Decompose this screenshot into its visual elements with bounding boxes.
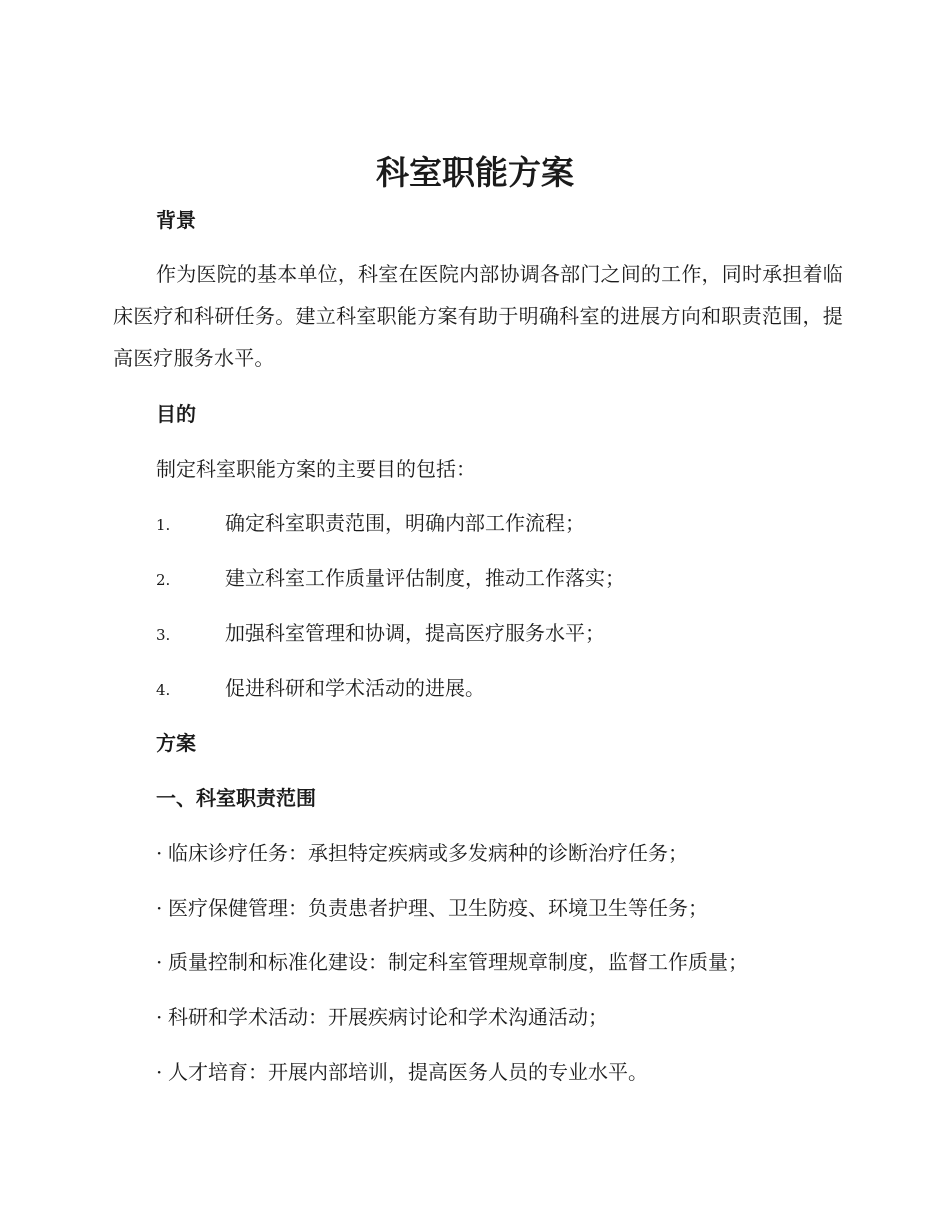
list-item-text: 确定科室职责范围，明确内部工作流程； [225, 511, 585, 535]
list-number: 1. [156, 516, 171, 534]
bullet-dot-icon: · [156, 841, 163, 865]
responsibility-bullet-item [156, 1057, 648, 1087]
document-title: 科室职能方案 [376, 153, 574, 192]
list-number: 4. [156, 681, 171, 699]
list-item-text: 加强科室管理和协调，提高医疗服务水平； [225, 621, 605, 645]
purpose-intro: 制定科室职能方案的主要目的包括： [156, 457, 476, 481]
purpose-list-item [156, 618, 605, 650]
background-paragraph: 作为医院的基本单位，科室在医院内部协调各部门之间的工作，同时承担着临床医疗和科研任务。建立科室职能方案有助于明确科室的进展方向和职责范围，提高医疗服务水平。 [113, 262, 843, 370]
bullet-dot-icon: · [156, 1005, 163, 1029]
subsection-heading-responsibilities: 一、科室职责范围 [156, 786, 316, 810]
purpose-list-item [156, 673, 485, 705]
bullet-dot-icon: · [156, 950, 163, 974]
bullet-text: 临床诊疗任务：承担特定疾病或多发病种的诊断治疗任务； [168, 841, 688, 865]
section-heading-background: 背景 [156, 208, 196, 232]
list-number: 2. [156, 571, 171, 589]
bullet-dot-icon: · [156, 1060, 163, 1084]
purpose-list-item [156, 563, 625, 595]
bullet-text: 科研和学术活动：开展疾病讨论和学术沟通活动； [168, 1005, 608, 1029]
bullet-text: 医疗保健管理：负责患者护理、卫生防疫、环境卫生等任务； [168, 896, 708, 920]
responsibility-bullet-item [156, 893, 708, 923]
responsibility-bullet-item [156, 838, 688, 868]
section-heading-purpose: 目的 [156, 402, 196, 426]
responsibility-bullet-item [156, 1002, 608, 1032]
bullet-dot-icon: · [156, 896, 163, 920]
list-number: 3. [156, 626, 171, 644]
bullet-text: 质量控制和标准化建设：制定科室管理规章制度，监督工作质量； [168, 950, 748, 974]
list-item-text: 建立科室工作质量评估制度，推动工作落实； [225, 566, 625, 590]
section-heading-plan: 方案 [156, 731, 196, 755]
list-item-text: 促进科研和学术活动的进展。 [225, 676, 485, 700]
purpose-list-item [156, 508, 585, 540]
responsibility-bullet-item [156, 947, 748, 977]
bullet-text: 人才培育：开展内部培训，提高医务人员的专业水平。 [168, 1060, 648, 1084]
